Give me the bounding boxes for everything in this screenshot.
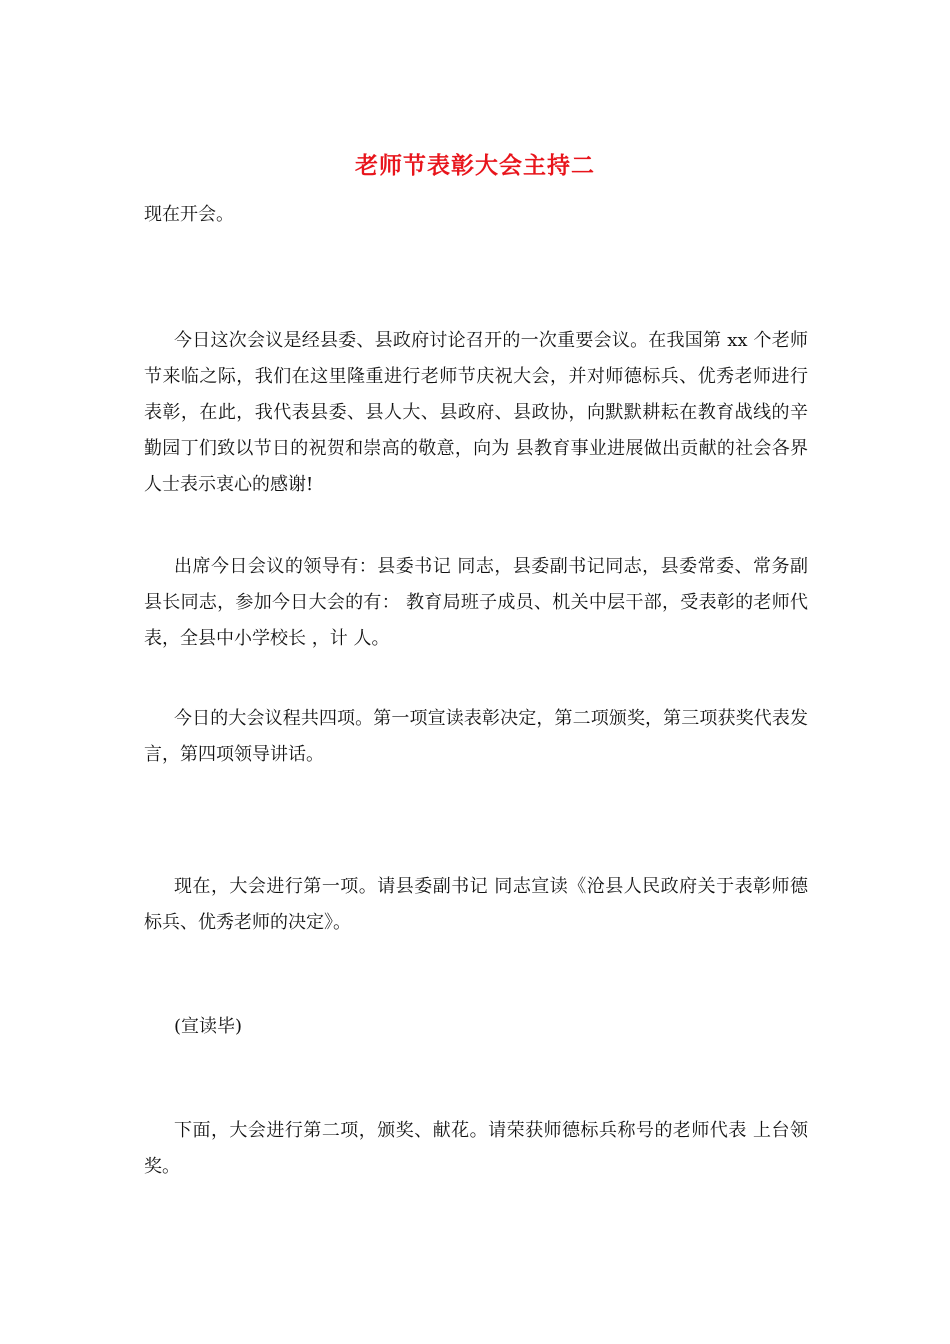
document-title: 老师节表彰大会主持二 [355,153,595,179]
paragraph-agenda: 今日的大会议程共四项。第一项宣读表彰决定，第二项颁奖，第三项获奖代表发言，第四项领导讲话。 [144,708,808,765]
paragraph-introduction: 今日这次会议是经县委、县政府讨论召开的一次重要会议。在我国第 xx 个老师节来临之际，我们在这里隆重进行老师节庆祝大会，并对师德标兵、优秀老师进行表彰，在此，我代表县委、县人大、县政府、县政协，向默默耕耘在教育战线的辛勤园丁们致以节日的祝贺和崇高的敬意，向为 县教育事业进展做出贡献的社会各界人士表示衷心的感谢! [144,330,808,495]
paragraph-reading-done: (宣读毕) [174,1016,243,1037]
paragraph-first-item: 现在，大会进行第一项。请县委副书记 同志宣读《沧县人民政府关于表彰师德标兵、优秀老师的决定》。 [144,876,808,933]
paragraph-attendees: 出席今日会议的领导有：县委书记 同志，县委副书记同志，县委常委、常务副县长同志，参加今日大会的有： 教育局班子成员、机关中层干部，受表彰的老师代表，全县中小学校长 ，计 人。 [144,556,808,649]
paragraph-opening: 现在开会。 [144,204,234,225]
paragraph-second-item: 下面，大会进行第二项，颁奖、献花。请荣获师德标兵称号的老师代表 上台领奖。 [144,1120,808,1177]
